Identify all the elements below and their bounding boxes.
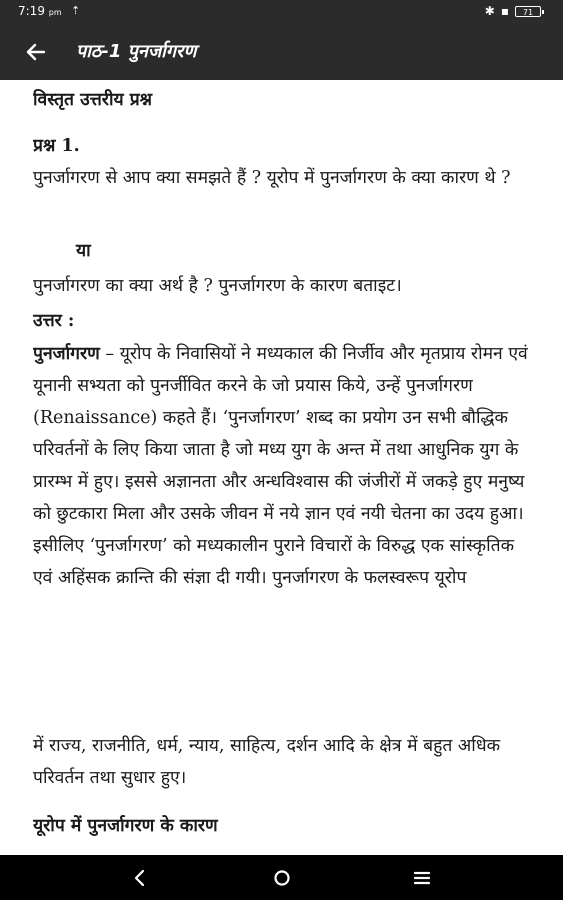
question-text: पुनर्जागरण से आप क्या समझते हैं ? यूरोप में पुनर्जागरण के क्या कारण थे ? — [33, 168, 511, 188]
back-arrow-icon[interactable] — [20, 36, 52, 68]
or-label: या — [76, 241, 91, 261]
question-alt-text: पुनर्जागरण का क्या अर्थ है ? पुनर्जागरण के कारण बताइट। — [33, 276, 402, 296]
status-time: 7:19 pm — [18, 4, 62, 18]
answer-label: उत्तर : — [33, 311, 75, 331]
page-title: पाठ-1 पुनर्जागरण — [76, 41, 197, 62]
answer-term: पुनर्जागरण — [33, 344, 100, 364]
app-bar — [0, 24, 563, 80]
article-content — [33, 80, 538, 855]
section-title: विस्तृत उत्तरीय प्रश्न — [33, 90, 153, 110]
question-label: प्रश्न 1. — [33, 136, 80, 156]
nav-menu-icon[interactable] — [402, 863, 442, 893]
subheading: यूरोप में पुनर्जागरण के कारण — [33, 816, 218, 836]
answer-paragraph — [33, 338, 538, 594]
battery-icon: 71 — [515, 6, 541, 17]
answer-body: – यूरोप के निवासियों ने मध्यकाल की निर्जीव और मृतप्राय रोमन एवं यूनानी सभ्यता को पुनर्जीवित करने के जो प्रयास किये, उन्हें पुनर्जागरण (Renaissance) कहते हैं। ‘पुनर्जागरण’ शब्द का प्रयोग उन सभी बौद्धिक परिवर्तनों के लिए किया जाता है जो मध्य युग के अन्त में तथा आधुनिक युग के प्रारम्भ में हुए। इससे अज्ञानता और अन्धविश्वास की जंजीरों में जकड़े हुए मनुष्य को छुटकारा मिला और उसके जीवन में नये ज्ञान एवं नयी चेतना का उदय हुआ। इसीलिए ‘पुनर्जागरण’ को मध्यकालीन पुराने विचारों के विरुद्ध एक सांस्कृतिक एवं अहिंसक क्रान्ति की संज्ञा दी गयी। पुनर्जागरण के फलस्वरूप यूरोप — [33, 344, 528, 588]
upload-icon: ⇡ — [71, 4, 81, 17]
nav-home-icon[interactable] — [262, 863, 302, 893]
bluetooth-icon: ✱ — [484, 4, 495, 18]
status-icons — [485, 4, 541, 18]
nav-back-icon[interactable] — [120, 863, 160, 893]
answer-continuation: में राज्य, राजनीति, धर्म, न्याय, साहित्य, दर्शन आदि के क्षेत्र में बहुत अधिक परिवर्तन तथा सुधार हुए। — [33, 736, 501, 788]
no-sim-icon: ▪ — [500, 4, 509, 18]
status-bar — [0, 0, 563, 24]
navigation-bar — [0, 855, 563, 900]
